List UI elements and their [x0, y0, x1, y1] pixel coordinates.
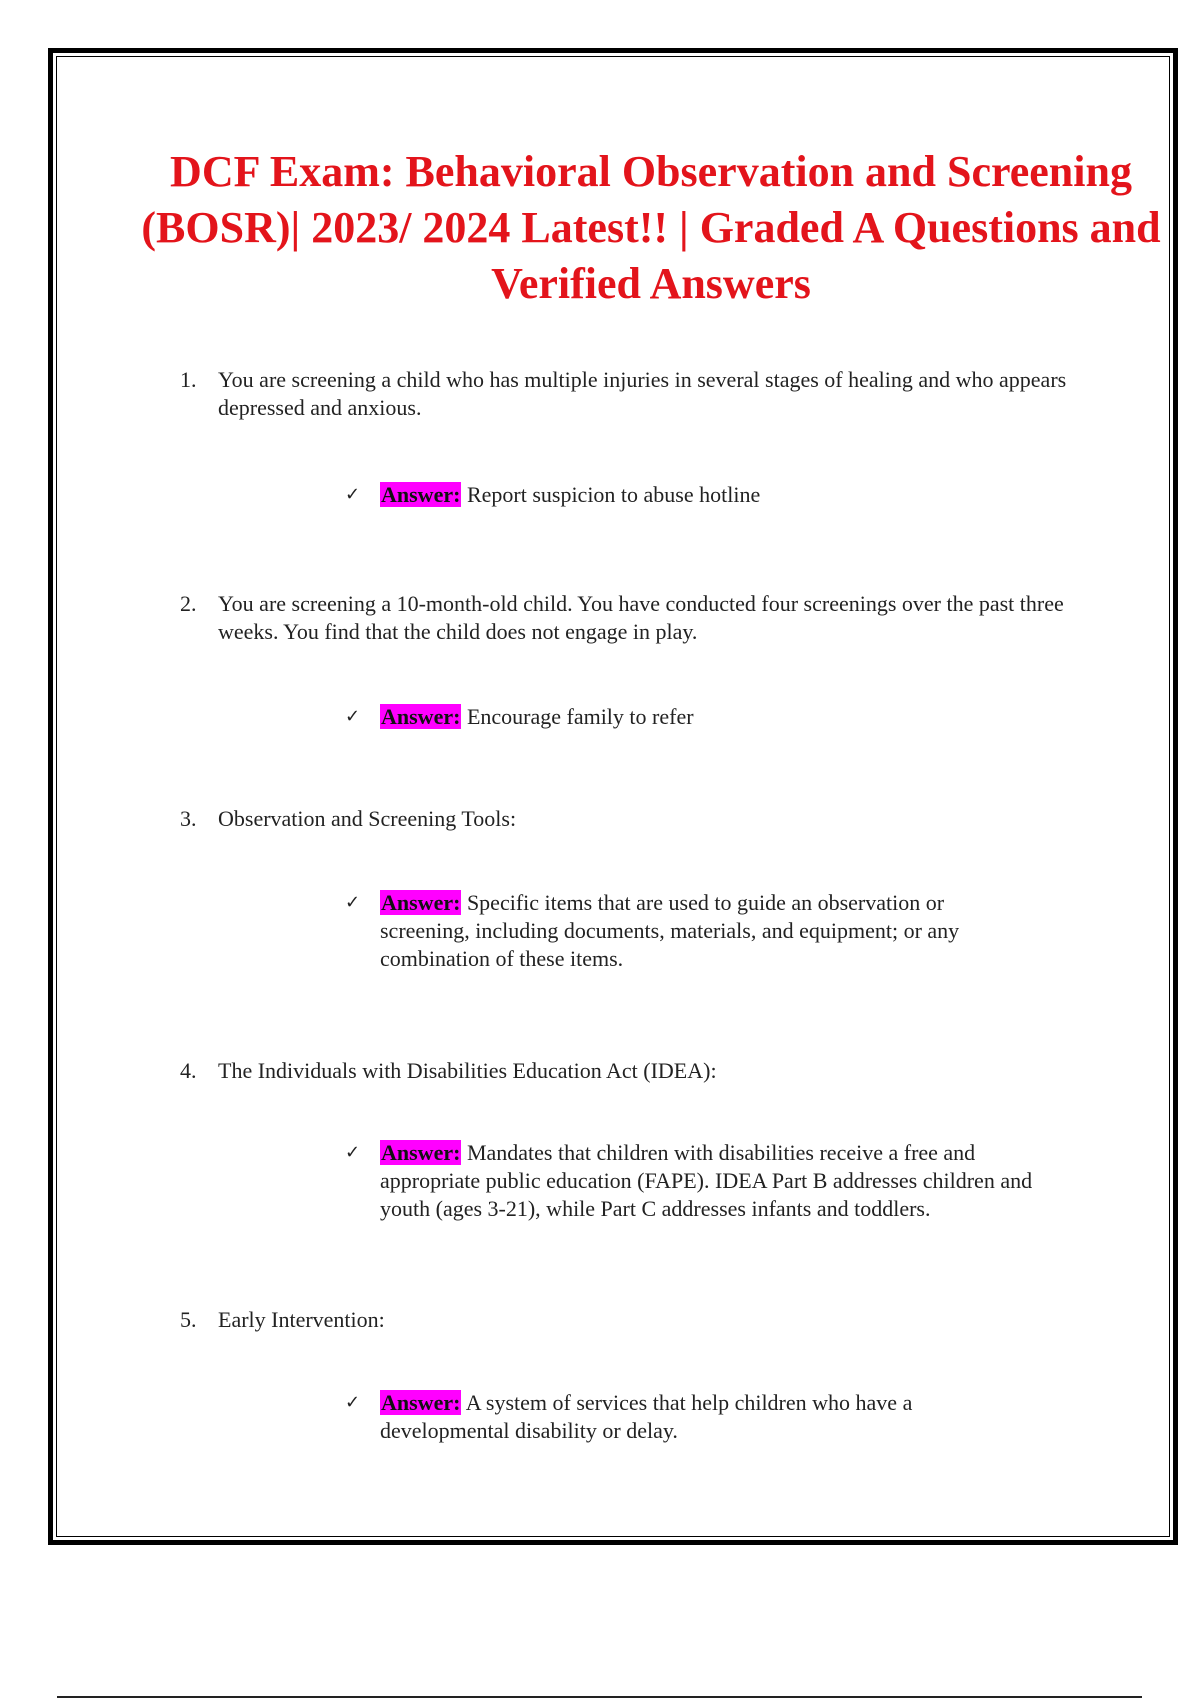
answer-item [345, 889, 1020, 973]
question-number: 3. [180, 806, 197, 831]
checkmark-icon: ✓ [345, 892, 361, 913]
question-text-row [180, 1057, 1080, 1085]
question-number: 4. [180, 1058, 197, 1083]
answer-item [345, 481, 1020, 509]
question-number: 1. [180, 367, 197, 392]
answer-text: Report suspicion to abuse hotline [466, 482, 761, 507]
checkmark-icon: ✓ [345, 1392, 361, 1413]
question-item [180, 1057, 1080, 1085]
question-text-row [180, 1306, 1080, 1334]
question-text-row [180, 590, 1098, 646]
answer-text: Mandates that children with disabilities receive a free and appropriate public education (FAPE). IDEA Part B addresses children and youth (ages 3-21), while Part C addresses infants and toddlers. [380, 1140, 1033, 1221]
question-item [180, 1306, 1080, 1334]
checkmark-icon: ✓ [345, 484, 361, 505]
footer-divider [57, 1696, 1142, 1698]
question-item [180, 805, 1080, 833]
answer-text: A system of services that help children who have a developmental disability or delay. [380, 1390, 913, 1443]
answer-label: Answer: [381, 890, 461, 915]
question-number: 2. [180, 591, 197, 616]
question-text: Observation and Screening Tools: [218, 806, 517, 831]
question-text-row [180, 805, 1080, 833]
answer-text: Specific items that are used to guide an observation or screening, including documents, materials, and equipment; or any combination of these items. [380, 890, 960, 971]
question-item [180, 590, 1080, 646]
answer-item [345, 703, 1020, 731]
answer-label: Answer: [381, 1390, 461, 1415]
checkmark-icon: ✓ [345, 1142, 361, 1163]
question-text: The Individuals with Disabilities Education Act (IDEA): [218, 1058, 717, 1083]
answer-item [345, 1139, 1070, 1223]
question-text: You are screening a 10-month-old child. You have conducted four screenings over the past three weeks. You find that the child does not engage in play. [218, 591, 1064, 644]
answer-text: Encourage family to refer [466, 704, 694, 729]
question-item [180, 366, 1080, 422]
question-text-row [180, 366, 1118, 422]
question-number: 5. [180, 1307, 197, 1332]
answer-label: Answer: [381, 1140, 461, 1165]
answer-item [345, 1389, 980, 1445]
answer-label: Answer: [381, 704, 461, 729]
document-title: DCF Exam: Behavioral Observation and Screening (BOSR)| 2023/ 2024 Latest!! | Graded A Questions and Verified Answers [141, 147, 1161, 308]
checkmark-icon: ✓ [345, 706, 361, 727]
answer-label: Answer: [381, 482, 461, 507]
question-text: Early Intervention: [218, 1307, 385, 1332]
question-text: You are screening a child who has multiple injuries in several stages of healing and who appears depressed and anxious. [218, 367, 1067, 420]
